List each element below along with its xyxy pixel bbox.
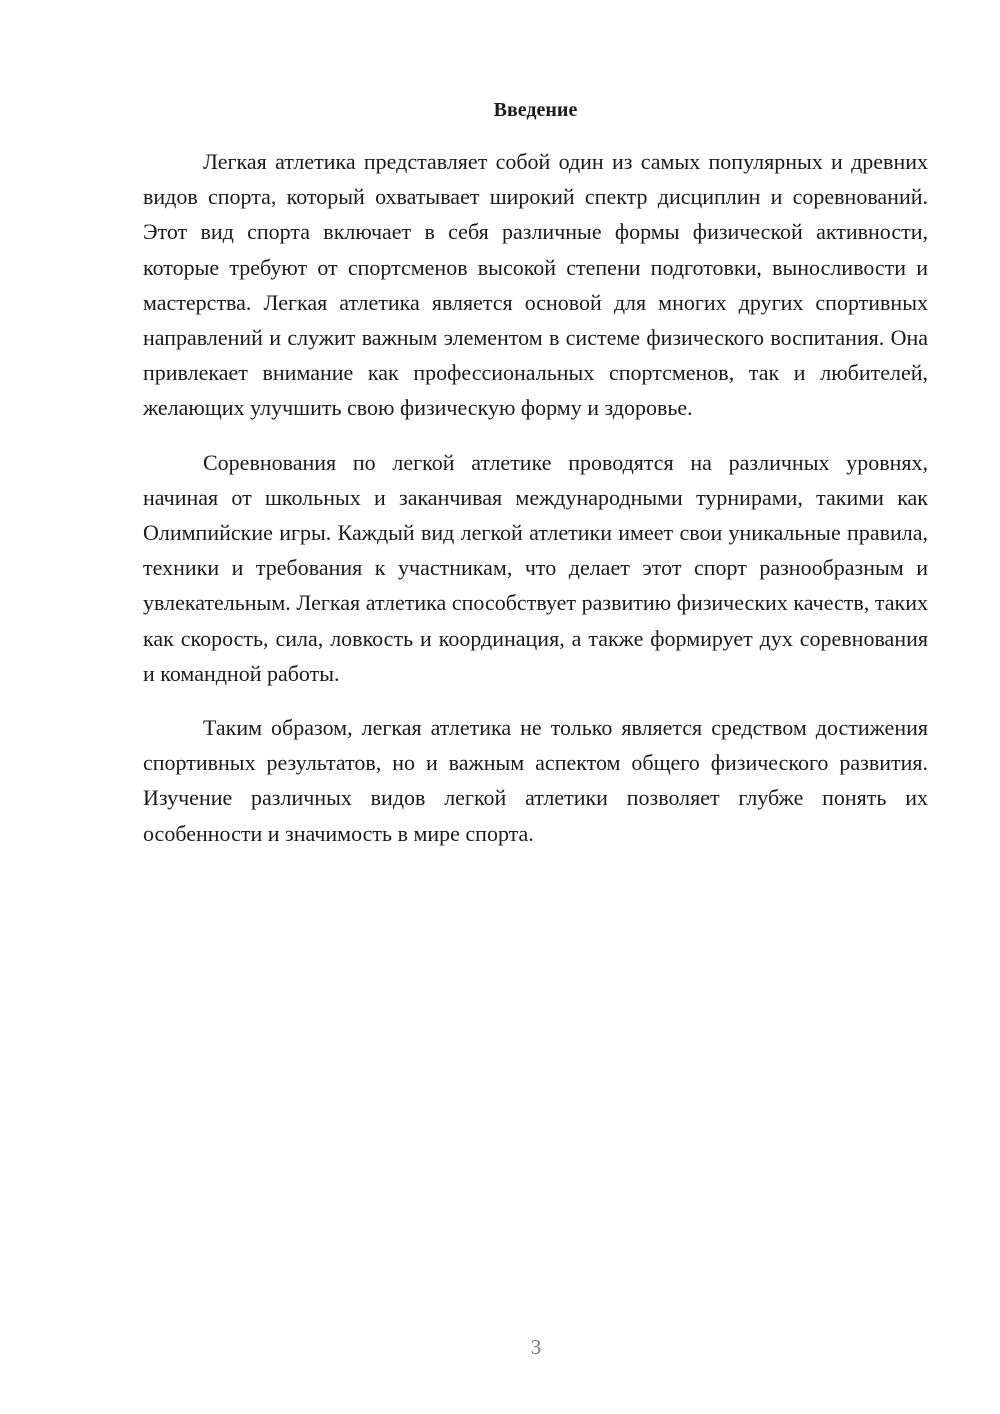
paragraph-2: Соревнования по легкой атлетике проводятся на различных уровнях, начиная от школьных и заканчивая международными турнирами, такими как Олимпийские игры. Каждый вид легкой атлетики имеет свои уникальные правила, техники и требования к участникам, что делает этот спорт разнообразным и увлекательным. Легкая атлетика способствует развитию физических качеств, таких как скорость, сила, ловкость и координация, а также формирует дух соревнования и командной работы. — [143, 449, 928, 686]
section-heading: Введение — [493, 99, 578, 121]
page-number: 3 — [530, 1335, 542, 1359]
paragraph-1: Легкая атлетика представляет собой один из самых популярных и древних видов спорта, который охватывает широкий спектр дисциплин и соревнований. Этот вид спорта включает в себя различные формы физической активности, которые требуют от спортсменов высокой степени подготовки, выносливости и мастерства. Легкая атлетика является основой для многих других спортивных направлений и служит важным элементом в системе физического воспитания. Она привлекает внимание как профессиональных спортсменов, так и любителей, желающих улучшить свою физическую форму и здоровье. — [143, 149, 928, 421]
document-body — [143, 144, 928, 870]
paragraph-3: Таким образом, легкая атлетика не только является средством достижения спортивных результатов, но и важным аспектом общего физического развития. Изучение различных видов легкой атлетики позволяет глубже понять их особенности и значимость в мире спорта. — [143, 715, 928, 846]
